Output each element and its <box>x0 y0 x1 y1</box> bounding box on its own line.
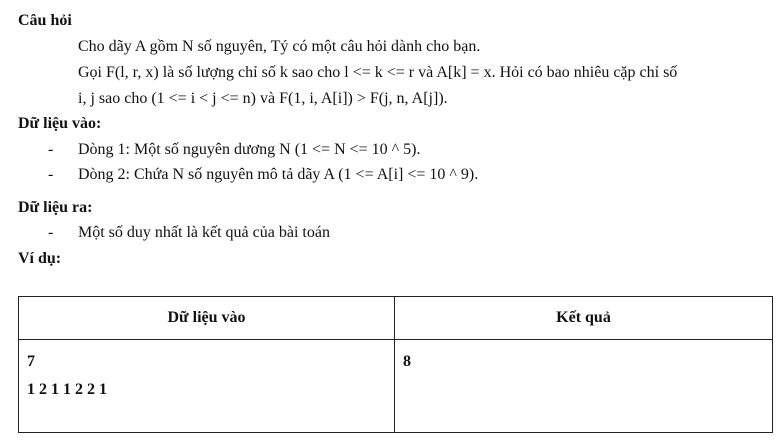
question-line-3: i, j sao cho (1 <= i < j <= n) và F(1, i, A[i]) > F(j, n, A[j]). <box>78 90 448 107</box>
input-column-header: Dữ liệu vào <box>19 297 395 340</box>
example-output-line-1: 8 <box>403 353 411 370</box>
output-column-header: Kết quả <box>395 297 773 340</box>
example-input-line-1: 7 <box>27 353 35 370</box>
output-heading: Dữ liệu ra: <box>18 199 93 216</box>
example-output-cell <box>395 340 773 433</box>
example-input-cell <box>19 340 395 433</box>
input-bullet-1-marker: - <box>48 141 54 158</box>
output-bullet-1-marker: - <box>48 224 54 241</box>
example-input-line-2: 1 2 1 1 2 2 1 <box>27 381 107 398</box>
example-header-row <box>19 297 773 340</box>
input-bullet-2: Dòng 2: Chứa N số nguyên mô tả dãy A (1 <= A[i] <= 10 ^ 9). <box>78 166 479 183</box>
question-line-2: Gọi F(l, r, x) là số lượng chỉ số k sao cho l <= k <= r và A[k] = x. Hỏi có bao nhiêu cặp chỉ số <box>78 64 678 81</box>
question-line-1: Cho dãy A gồm N số nguyên, Tý có một câu hỏi dành cho bạn. <box>78 38 481 55</box>
example-data-row <box>19 340 773 433</box>
question-heading: Câu hỏi <box>18 12 72 29</box>
input-bullet-1: Dòng 1: Một số nguyên dương N (1 <= N <= 10 ^ 5). <box>78 141 421 158</box>
output-bullet-1: Một số duy nhất là kết quả của bài toán <box>78 224 330 241</box>
input-bullet-2-marker: - <box>48 166 54 183</box>
example-heading: Ví dụ: <box>18 250 62 267</box>
example-table <box>18 296 773 433</box>
input-heading: Dữ liệu vào: <box>18 115 102 132</box>
